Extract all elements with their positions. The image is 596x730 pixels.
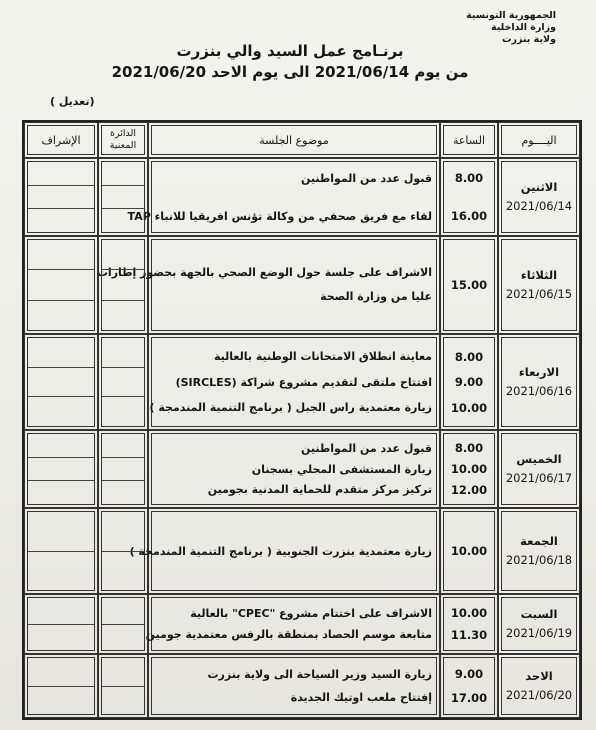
- table-row: [24, 158, 580, 236]
- session-topic: متابعة موسم الحصاد بمنطقة بالرفس معتمدية جومين: [145, 628, 432, 642]
- session-time: 8.00: [454, 171, 484, 185]
- session-time: 9.00: [454, 667, 484, 682]
- day-cell: [498, 654, 580, 718]
- authority-line: ولاية بنزرت: [502, 34, 556, 45]
- time-cell: [440, 654, 498, 718]
- time-cell: [440, 334, 498, 430]
- topic-cell: [129, 508, 440, 594]
- session-topic: تركيز مركز متقدم للحماية المدنية بجومين: [207, 483, 432, 497]
- amendment-note: (تعديل ): [50, 95, 95, 108]
- table-row: [24, 654, 580, 718]
- day-name: الخميس: [516, 452, 562, 466]
- day-name: السبت: [520, 607, 558, 621]
- session-topic: زيارة المستشفى المحلي بسجنان: [251, 462, 432, 476]
- session-topic: زيارة معتمدية بنزرت الجنوبية ( برنامج التنمية المندمجة ): [129, 544, 432, 558]
- day-date: 2021/06/17: [505, 471, 573, 485]
- column-header-day: اليــــوم: [498, 122, 580, 158]
- supervision-cell: [24, 508, 98, 594]
- session-topic: الاشراف على اختتام مشروع "CPEC" بالعالية: [190, 606, 432, 620]
- supervision-cell: [24, 594, 98, 654]
- day-cell: [498, 236, 580, 334]
- day-date: 2021/06/18: [505, 553, 573, 567]
- session-topic: زيارة السيد وزير السياحة الى ولاية بنزرت: [207, 668, 432, 681]
- column-header-time: الساعة: [440, 122, 498, 158]
- department-cell: [98, 594, 148, 654]
- day-cell: [498, 158, 580, 236]
- column-header-topic: موضوع الجلسة: [148, 122, 440, 158]
- session-time: 10.00: [450, 606, 488, 620]
- session-time: 8.00: [454, 349, 484, 364]
- supervision-cell: [24, 654, 98, 718]
- schedule-table: [22, 120, 582, 720]
- table-row: [24, 334, 580, 430]
- topic-cell: [145, 594, 440, 654]
- time-cell: [440, 430, 498, 508]
- session-time: 10.00: [450, 544, 488, 558]
- time-cell: [440, 236, 498, 334]
- session-topic-continued: عليا من وزارة الصحة: [320, 290, 432, 303]
- day-date: 2021/06/16: [505, 384, 573, 398]
- day-name: الجمعة: [520, 534, 558, 548]
- session-topic: افتتاح ملتقى لتقديم مشروع شراكة (SIRCLES): [175, 375, 432, 389]
- time-cell: [440, 508, 498, 594]
- session-topic: قبول عدد من المواطنين: [300, 171, 432, 185]
- authority-line: وزارة الداخلية: [491, 22, 556, 33]
- session-topic: معاينة انطلاق الامتحانات الوطنية بالعالية: [213, 350, 432, 364]
- supervision-cell: [24, 236, 98, 334]
- topic-cell: [148, 430, 440, 508]
- table-header-row: [24, 122, 580, 158]
- session-time: 8.00: [454, 441, 484, 455]
- session-time: 10.00: [450, 400, 488, 415]
- document-titles: [100, 40, 480, 82]
- supervision-cell: [24, 158, 98, 236]
- session-topic: لقاء مع فريق صحفي من وكالة تؤنس افريقيا للانباء TAP: [127, 209, 432, 223]
- department-cell: [98, 236, 148, 334]
- day-date: 2021/06/14: [505, 199, 573, 213]
- authority-line: الجمهورية التونسية: [466, 10, 556, 21]
- table-row: [24, 430, 580, 508]
- supervision-cell: [24, 430, 98, 508]
- supervision-cell: [24, 334, 98, 430]
- day-name: الاحد: [525, 669, 553, 683]
- session-time: 10.00: [450, 462, 488, 476]
- session-topic: الاشراف على جلسة حول الوضع الصحي بالجهة بحضور إطارات: [96, 266, 432, 279]
- table-row: [24, 236, 580, 334]
- session-time: 11.30: [450, 628, 488, 642]
- topic-cell: [148, 654, 440, 718]
- session-time: 12.00: [450, 483, 488, 497]
- department-cell: [98, 158, 148, 236]
- session-topic: زيارة معتمدية راس الجبل ( برنامج التنمية المندمجة ): [149, 400, 432, 414]
- session-time: 16.00: [450, 209, 488, 223]
- topic-cell: [127, 158, 440, 236]
- day-cell: [498, 430, 580, 508]
- day-name: الاثنين: [520, 180, 558, 194]
- day-name: الثلاثاء: [520, 268, 558, 282]
- table-row: [24, 508, 580, 594]
- day-cell: [498, 594, 580, 654]
- department-cell: [98, 654, 148, 718]
- column-header-supervision: الإشراف: [24, 122, 98, 158]
- session-topic: قبول عدد من المواطنين: [300, 441, 432, 455]
- document-subtitle: من يوم 2021/06/14 الى يوم الاحد 2021/06/20: [111, 63, 469, 81]
- session-topic: إفتتاح ملعب اوتيك الجديدة: [290, 691, 432, 704]
- day-cell: [498, 334, 580, 430]
- table-row: [24, 594, 580, 654]
- day-name: الاربعاء: [518, 365, 560, 379]
- document-title: برنـامج عمل السيد والي بنزرت: [176, 42, 404, 60]
- topic-cell: [96, 236, 440, 334]
- column-header-department: الدائرة المعنية: [98, 122, 148, 158]
- day-date: 2021/06/15: [505, 287, 573, 301]
- day-date: 2021/06/19: [505, 626, 573, 640]
- topic-cell: [148, 334, 440, 430]
- department-cell: [98, 334, 148, 430]
- department-cell: [98, 430, 148, 508]
- session-time: 17.00: [450, 690, 488, 705]
- time-cell: [440, 158, 498, 236]
- day-date: 2021/06/20: [505, 688, 573, 702]
- session-time: 9.00: [454, 375, 484, 389]
- time-cell: [440, 594, 498, 654]
- session-time: 15.00: [450, 278, 488, 292]
- day-cell: [498, 508, 580, 594]
- department-cell: [98, 508, 148, 594]
